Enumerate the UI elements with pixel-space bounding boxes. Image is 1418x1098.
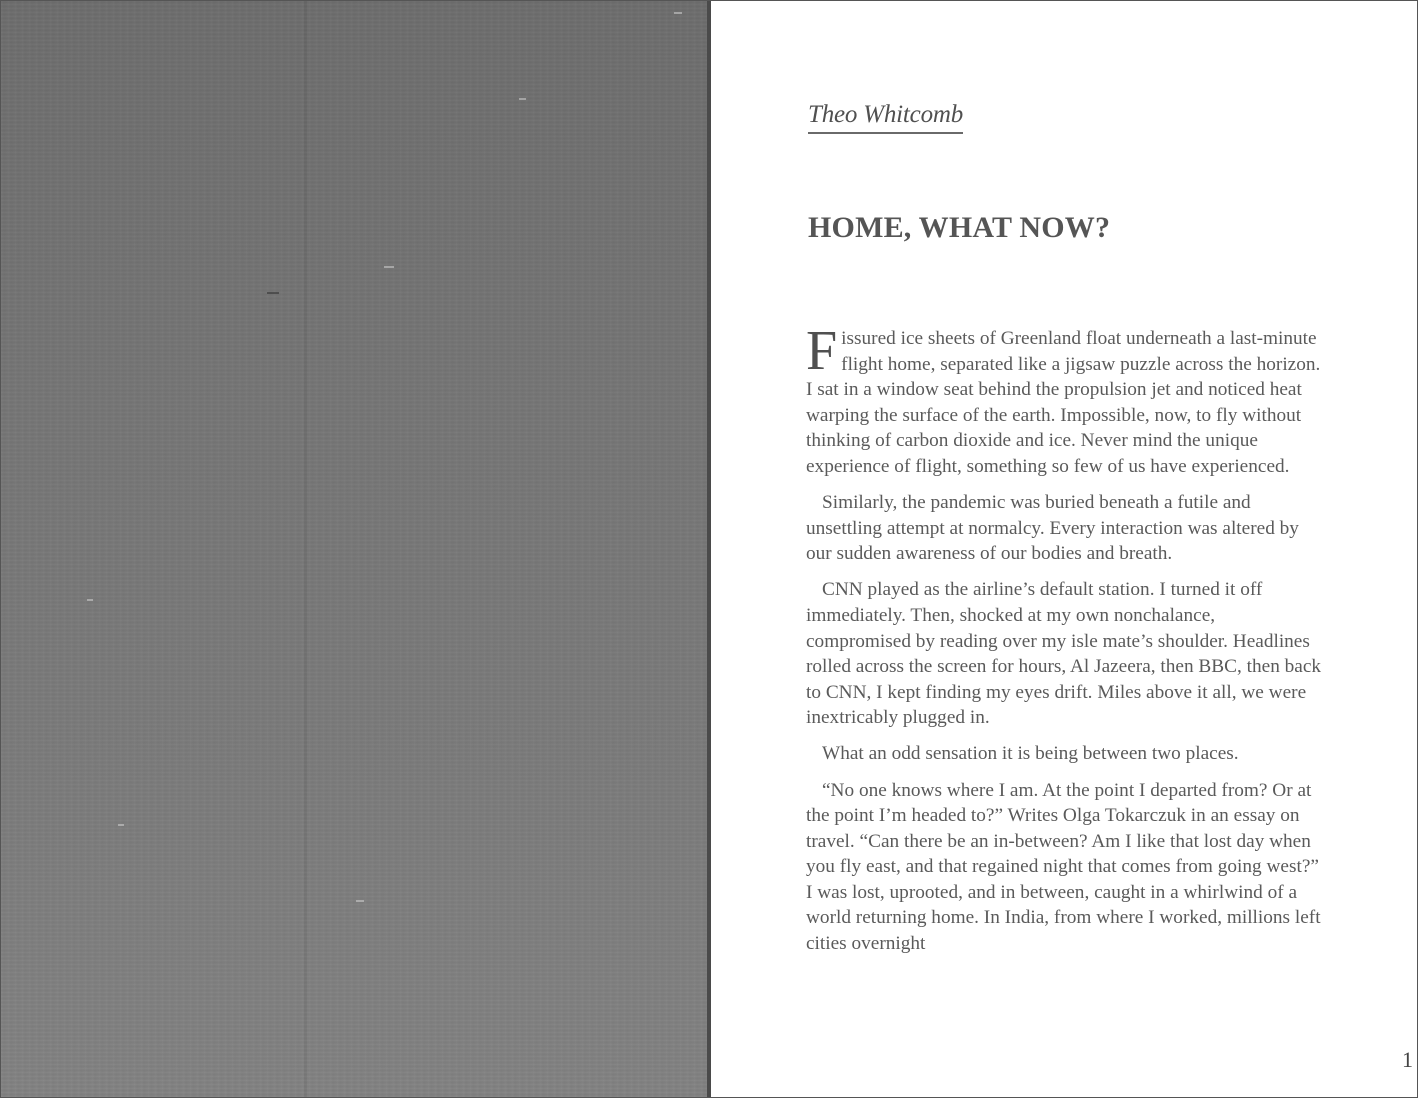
paper-speck: [118, 824, 124, 826]
paragraph-3: CNN played as the airline’s default station. I turned it off immediately. Then, shocked at my own nonchalance, compromised by reading over my isle mate’s shoulder. Headlines rolled across the screen for hours, Al Jazeera, then BBC, then back to CNN, I kept finding my eyes drift. Miles above it all, we were inextricably plugged in.: [806, 579, 1322, 729]
paper-speck: [674, 12, 682, 14]
paper-speck: [87, 599, 93, 601]
paragraph-1: [806, 320, 1324, 480]
paper-speck: [356, 900, 364, 902]
paragraph-4: What an odd sensation it is being between two places.: [822, 743, 1239, 765]
drop-cap: F: [806, 320, 838, 382]
body-text: [806, 320, 1324, 967]
left-page-blank: [1, 1, 709, 1097]
paragraph-text: issured ice sheets of Greenland float underneath a last-minute flight home, separated like a jigsaw puzzle across the horizon. I sat in a window seat behind the propulsion jet and noticed heat warping the surface of the earth. Impossible, now, to fly without thinking of carbon dioxide and ice. Never mind the unique experience of flight, something so few of us have experienced.: [806, 328, 1321, 477]
right-page: [711, 1, 1417, 1097]
paper-speck: [519, 98, 526, 100]
author-name: Theo Whitcomb: [808, 101, 963, 134]
paragraph-2: Similarly, the pandemic was buried beneath a futile and unsettling attempt at normalcy. Every interaction was altered by our sudden awareness of our bodies and breath.: [806, 492, 1299, 565]
paper-speck: [384, 266, 394, 268]
paper-speck: [267, 292, 279, 294]
page-number: 1: [1402, 1047, 1413, 1072]
paragraph-5: “No one knows where I am. At the point I departed from? Or at the point I’m headed to?” Writes Olga Tokarczuk in an essay on travel. “Can there be an in-between? Am I like that lost day when you fly east, and that regained night that comes from going west?” I was lost, uprooted, and in between, caught in a whirlwind of a world returning home. In India, from where I worked, millions left cities overnight: [806, 779, 1321, 955]
chapter-title: HOME, WHAT NOW?: [808, 211, 1111, 244]
